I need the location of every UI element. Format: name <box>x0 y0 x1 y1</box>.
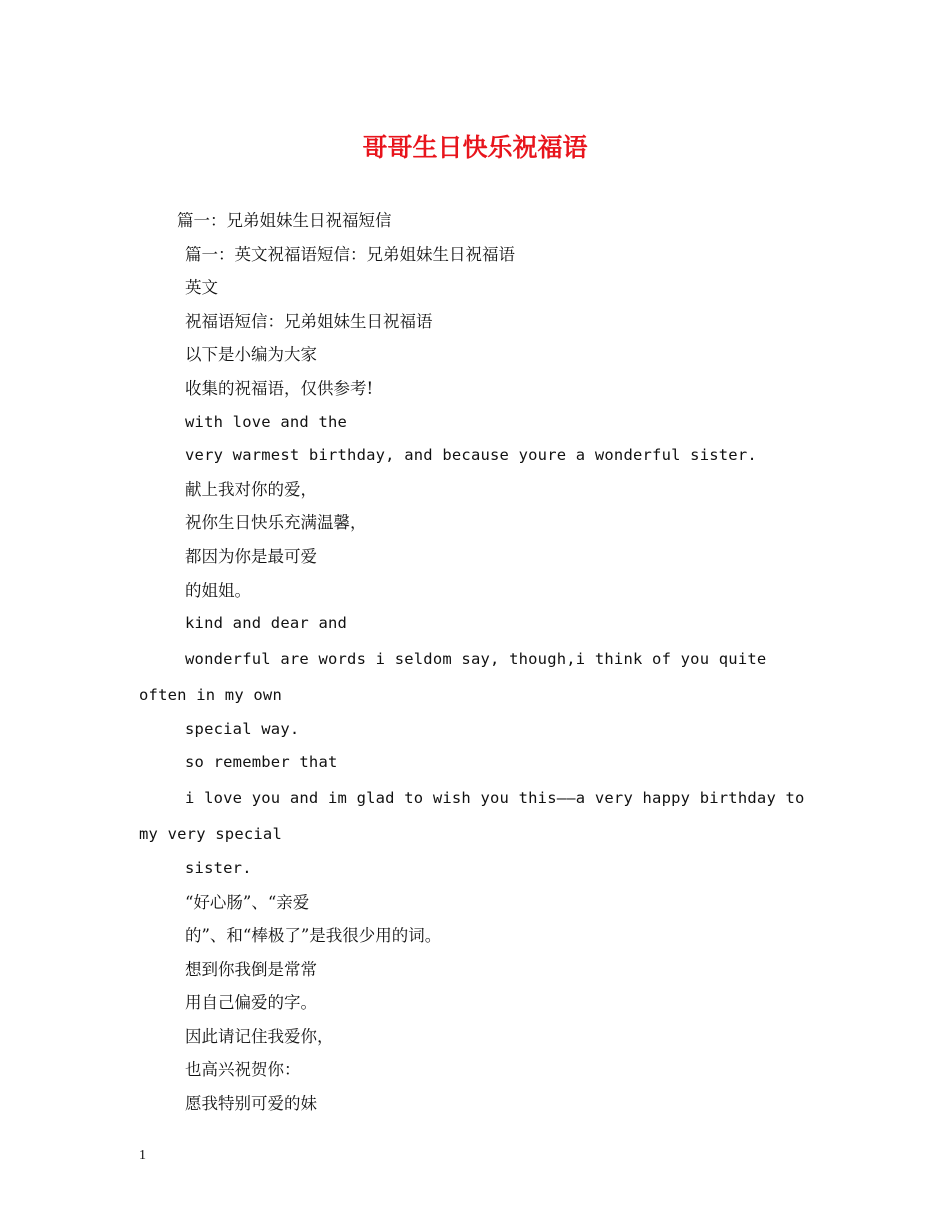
text-line: 都因为你是最可爱 <box>185 546 317 566</box>
text-line: 祝你生日快乐充满温馨， <box>185 513 367 533</box>
document-title: 哥哥生日快乐祝福语 <box>362 133 588 162</box>
text-line: 也高兴祝贺你： <box>185 1060 301 1080</box>
text-line: 的”、和“棒极了”是我很少用的词。 <box>185 926 442 946</box>
text-line: very warmest birthday, and because youre a wonderful sister. <box>185 446 757 465</box>
text-line: i love you and im glad to wish you this——a very happy birthday to my very special <box>139 788 805 843</box>
text-line: kind and dear and <box>185 614 348 633</box>
text-line: 祝福语短信：兄弟姐妹生日祝福语 <box>185 311 433 331</box>
page-number: 1 <box>139 1148 146 1163</box>
text-line: “好心肠”、“亲爱 <box>185 892 310 912</box>
text-line: 篇一：英文祝福语短信：兄弟姐妹生日祝福语 <box>185 244 515 264</box>
text-line: 献上我对你的爱， <box>185 479 317 499</box>
text-line: special way. <box>185 719 300 738</box>
text-line: 愿我特别可爱的妹 <box>185 1094 317 1114</box>
section-heading: 篇一：兄弟姐妹生日祝福短信 <box>177 211 392 230</box>
text-line: 以下是小编为大家 <box>185 345 317 365</box>
text-line: 英文 <box>185 278 218 298</box>
text-line: 的姐姐。 <box>185 580 251 600</box>
text-line: 因此请记住我爱你， <box>185 1026 334 1046</box>
text-line: 想到你我倒是常常 <box>185 959 317 979</box>
text-line: 用自己偏爱的字。 <box>185 993 317 1013</box>
text-line: wonderful are words i seldom say, though,i think of you quite often in my own <box>139 649 767 704</box>
text-line: so remember that <box>185 753 338 772</box>
text-line: sister. <box>185 858 252 877</box>
text-line: with love and the <box>185 412 348 431</box>
document-body <box>139 204 815 1121</box>
text-line: 收集的祝福语，仅供参考! <box>185 378 374 398</box>
